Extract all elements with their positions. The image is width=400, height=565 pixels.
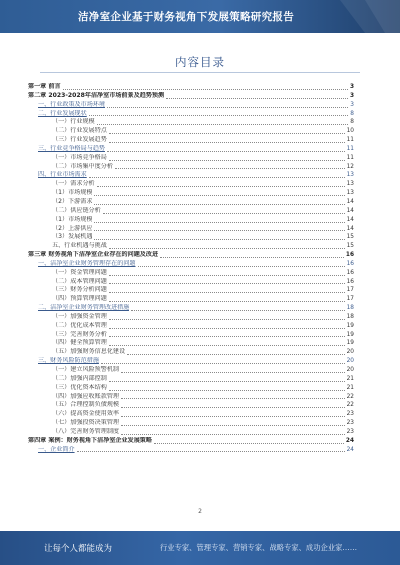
toc-entry-label: 四、行业市场需求 [38,171,87,179]
toc-leader-dots [89,115,349,116]
toc-entry-label: 三、财务风险防范措施 [38,357,99,365]
toc-entry-label: （二）供应链分析 [52,206,101,214]
toc-entry-label: （一）需求分析 [52,180,95,188]
toc-entry[interactable] [28,251,354,260]
toc-leader-dots [94,204,344,205]
toc-entry[interactable] [28,401,354,410]
toc-entry[interactable] [28,339,354,348]
toc-entry[interactable] [28,242,354,251]
toc-entry[interactable] [28,410,354,419]
toc-entry-label: （四）预算管理问题 [52,295,107,303]
toc-entry-page: 14 [346,198,354,205]
toc-entry-page: 11 [346,137,354,144]
toc-leader-dots [101,363,345,364]
toc-entry-label: （1）市场规模 [52,189,93,197]
toc-entry-label: （七）加强投资决策管理 [52,419,120,427]
toc-entry-page: 18 [346,313,354,320]
toc-entry-label: （四）加强应收账款管理 [52,392,120,400]
toc-entry-page: 13 [346,172,354,179]
toc-entry[interactable] [28,366,354,375]
toc-leader-dots [94,195,344,196]
toc-entry[interactable] [28,198,354,207]
toc-leader-dots [166,98,348,99]
toc-entry-label: 第一章 前言 [28,83,61,90]
toc-entry-page: 14 [346,225,354,232]
toc-leader-dots [109,283,345,284]
toc-entry-page: 14 [346,216,354,223]
toc-leader-dots [109,301,345,302]
toc-entry-page: 3 [349,84,354,90]
toc-entry-page: 21 [346,384,354,391]
toc-entry-label: （三）优化资本结构 [52,383,107,391]
toc-entry-page: 19 [346,331,354,338]
toc-entry-page: 19 [346,340,354,347]
toc-entry-page: 13 [346,181,354,188]
toc-entry-page: 24 [345,437,354,444]
footer-banner [0,531,400,565]
toc-leader-dots [109,275,345,276]
toc-entry-page: 23 [346,428,354,435]
toc-entry-page: 16 [346,260,354,267]
toc-entry-label: （一）资金管理问题 [52,268,107,276]
toc-entry[interactable] [28,384,354,393]
toc-entry[interactable] [28,446,354,455]
toc-entry-page: 24 [346,446,354,453]
toc-entry-page: 17 [346,296,354,303]
toc-leader-dots [109,345,345,346]
toc-entry-page: 11 [346,145,354,152]
toc-entry-label: （2）上游供应 [52,224,93,232]
toc-entry-page: 17 [346,287,354,294]
toc-entry[interactable] [28,419,354,428]
toc-entry-label: （一）建立风险预警机制 [52,366,120,373]
toc-entry[interactable] [28,92,354,101]
toc-leader-dots [94,230,344,231]
toc-leader-dots [89,177,345,178]
toc-entry[interactable] [28,313,354,322]
toc-entry-label: （三）完善财务分析 [52,330,107,338]
report-title: 洁净室企业基于财务视角下发展策略研究报告 [78,11,294,23]
toc-entry[interactable] [28,145,354,154]
toc-leader-dots [121,434,345,435]
toc-entry-label: （一）市场竞争格局 [52,153,107,161]
toc-entry-label: （五）合理控制负债规模 [52,401,120,409]
toc-entry-label: （二）加强内部控制 [52,374,107,382]
toc-entry-page: 15 [346,234,354,241]
toc-entry-page: 16 [346,278,354,285]
toc-entry-label: （八）完善财务管理制度 [52,427,120,435]
toc-entry-label: （一）加强资金管理 [52,312,107,320]
toc-entry-page: 3 [349,92,354,99]
toc-leader-dots [97,124,349,125]
title-divider [40,72,360,73]
toc-entry[interactable] [28,348,354,357]
toc-leader-dots [109,142,345,143]
toc-entry[interactable] [28,304,354,313]
toc-entry-page: 3 [350,101,354,108]
toc-entry[interactable] [28,357,354,366]
toc-entry[interactable] [28,322,354,331]
header-banner [0,0,400,33]
toc-entry[interactable] [28,428,354,437]
toc-entry-page: 11 [346,154,354,161]
toc-leader-dots [121,407,345,408]
toc-entry-label: （一）行业规模 [52,118,95,126]
toc-entry[interactable] [28,154,354,163]
toc-leader-dots [109,248,345,249]
toc-entry[interactable] [28,207,354,216]
toc-leader-dots [121,398,345,399]
toc-entry-label: 五、行业机遇与挑战 [52,242,107,250]
toc-entry-label: （二）市场集中度分析 [52,162,113,170]
toc-entry-page: 21 [346,375,354,382]
toc-leader-dots [121,372,345,373]
toc-entry[interactable] [28,163,354,172]
toc-entry-page: 10 [346,128,354,135]
toc-leader-dots [94,222,344,223]
toc-entry-label: 一、企业简介 [38,445,75,453]
toc-leader-dots [109,390,345,391]
toc-leader-dots [63,89,348,90]
toc-entry-label: 三、行业竞争格局与趋势 [38,144,106,152]
page-number: 2 [198,508,202,515]
toc-entry[interactable] [28,393,354,402]
toc-entry[interactable] [28,331,354,340]
toc-entry-label: 二、行业发展现状 [38,109,87,117]
toc-entry-label: （1）市场规模 [52,215,93,223]
toc-entry-page: 16 [346,269,354,276]
toc-entry-label: （三）行业发展趋势 [52,136,107,144]
toc-entry-page: 12 [346,163,354,170]
toc-entry-label: 一、洁净室企业财务管理存在的问题 [38,259,136,267]
toc-leader-dots [107,151,345,152]
toc-title: 内容目录 [175,55,225,69]
toc-leader-dots [107,107,348,108]
toc-leader-dots [109,328,345,329]
toc-leader-dots [109,381,345,382]
toc-entry[interactable] [28,216,354,225]
toc-leader-dots [109,319,345,320]
toc-leader-dots [103,213,345,214]
toc-entry-label: （3）发展机遇 [52,233,93,241]
toc-entry[interactable] [28,110,354,119]
toc-entry[interactable] [28,233,354,242]
toc-entry-page: 16 [345,252,354,259]
toc-entry-page: 22 [346,402,354,409]
toc-entry[interactable] [28,278,354,287]
toc-entry[interactable] [28,375,354,384]
toc-leader-dots [121,416,345,417]
toc-entry-label: （二）优化成本管理 [52,321,107,329]
footer-roles: 行业专家、管理专家、营销专家、战略专家、成功企业家…… [160,543,358,552]
toc-entry-label: （二）成本管理问题 [52,277,107,285]
toc-entry[interactable] [28,260,354,269]
toc-entry-page: 23 [346,420,354,427]
toc-leader-dots [127,354,344,355]
toc-leader-dots [94,239,344,240]
toc-entry-label: （2）下游需求 [52,197,93,205]
table-of-contents [28,83,354,454]
toc-entry[interactable] [28,437,354,446]
toc-entry-page: 23 [346,411,354,418]
toc-leader-dots [115,168,345,169]
toc-entry-page: 13 [346,190,354,197]
footer-slogan: 让每个人都能成为 [44,544,113,554]
toc-entry[interactable] [28,171,354,180]
toc-entry-page: 15 [346,243,354,250]
toc-entry-label: （二）行业发展特点 [52,127,107,135]
toc-entry-label: （六）提高资金使用效率 [52,410,120,418]
toc-entry-label: （四）健全预算管理 [52,339,107,347]
toc-entry-page: 20 [346,349,354,356]
toc-leader-dots [109,160,345,161]
toc-entry-page: 20 [346,358,354,365]
toc-entry[interactable] [28,101,354,110]
toc-leader-dots [154,443,344,444]
toc-entry-label: （三）财务分析问题 [52,286,107,294]
toc-leader-dots [97,186,345,187]
toc-entry[interactable] [28,225,354,234]
toc-leader-dots [109,292,345,293]
toc-entry-page: 8 [350,119,354,126]
toc-leader-dots [131,310,344,311]
toc-entry[interactable] [28,269,354,278]
toc-entry[interactable] [28,295,354,304]
toc-entry-label: 第二章 2023-2028年洁净室市场前景及趋势预测 [28,91,165,99]
toc-entry[interactable] [28,189,354,198]
toc-entry-page: 18 [346,305,354,312]
toc-entry-page: 20 [346,367,354,373]
toc-entry[interactable] [28,83,354,92]
toc-entry-label: 第四章 案例：财务视角下洁净室企业发展策略 [28,436,152,444]
toc-entry[interactable] [28,136,354,145]
toc-leader-dots [160,257,344,258]
toc-entry-page: 22 [346,393,354,400]
toc-leader-dots [138,266,345,267]
toc-leader-dots [77,451,345,452]
toc-entry[interactable] [28,127,354,136]
toc-entry[interactable] [28,180,354,189]
toc-entry[interactable] [28,286,354,295]
toc-leader-dots [121,425,345,426]
header-decoration [310,0,400,33]
toc-entry-label: （五）加强财务信息化建设 [52,348,126,356]
toc-entry-page: 8 [350,110,354,117]
toc-leader-dots [109,336,345,337]
toc-entry-label: 一、行业政策及市场环境 [38,100,106,108]
toc-entry[interactable] [28,118,354,127]
toc-entry-label: 第三章 财务视角下洁净室企业存在的问题及改进 [28,251,159,259]
toc-entry-label: 二、洁净室企业财务管理改进措施 [38,304,130,312]
toc-leader-dots [109,133,345,134]
toc-entry-page: 19 [346,322,354,329]
toc-entry-page: 14 [346,207,354,214]
